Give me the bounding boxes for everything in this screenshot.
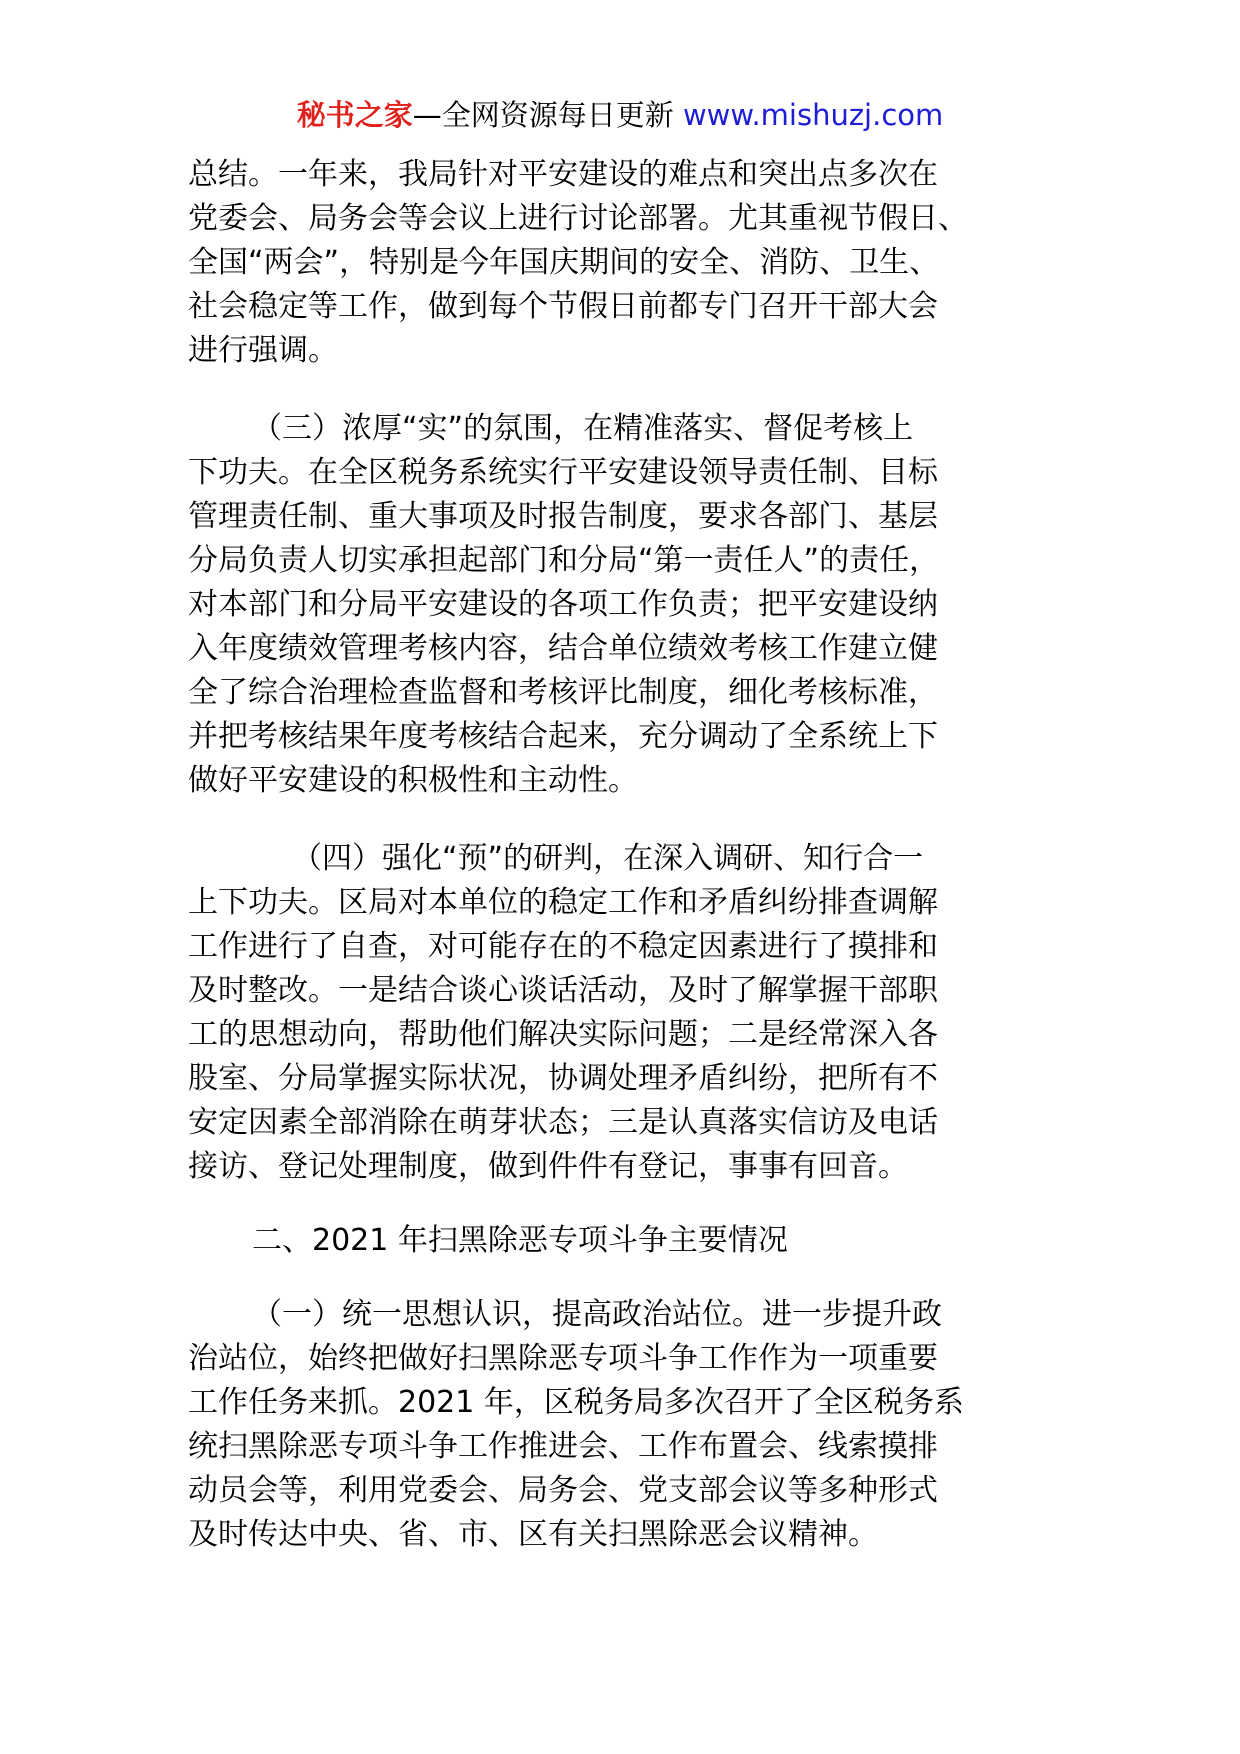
paragraph-section-1 bbox=[188, 1293, 1068, 1557]
text-line: 及时整改。一是结合谈心谈话活动，及时了解掌握干部职 bbox=[188, 973, 938, 1008]
text-line: 统扫黑除恶专项斗争工作推进会、工作布置会、线索摸排 bbox=[188, 1429, 938, 1464]
text-line: 全国“两会”，特别是今年国庆期间的安全、消防、卫生、 bbox=[188, 245, 940, 280]
text-line: 工的思想动向，帮助他们解决实际问题；二是经常深入各 bbox=[188, 1017, 938, 1052]
page-header bbox=[0, 97, 1240, 133]
text-line: 全了综合治理检查监督和考核评比制度，细化考核标准， bbox=[188, 675, 938, 710]
text-line: 下功夫。在全区税务系统实行平安建设领导责任制、目标 bbox=[188, 455, 938, 490]
site-url[interactable]: www.mishuzj.com bbox=[682, 98, 944, 132]
text-line: 并把考核结果年度考核结合起来，充分调动了全系统上下 bbox=[188, 719, 938, 754]
text-line: 总结。一年来，我局针对平安建设的难点和突出点多次在 bbox=[188, 157, 938, 192]
text-line: 安定因素全部消除在萌芽状态；三是认真落实信访及电话 bbox=[188, 1105, 938, 1140]
text-line: 上下功夫。区局对本单位的稳定工作和矛盾纠纷排查调解 bbox=[188, 885, 938, 920]
text-line: 入年度绩效管理考核内容，结合单位绩效考核工作建立健 bbox=[188, 631, 938, 666]
text-line: （一）统一思想认识，提高政治站位。进一步提升政 bbox=[252, 1297, 942, 1332]
text-line: 做好平安建设的积极性和主动性。 bbox=[188, 763, 638, 798]
text-line: （四）强化“预”的研判，在深入调研、知行合一 bbox=[292, 841, 924, 876]
text-line: 治站位，始终把做好扫黑除恶专项斗争工作作为一项重要 bbox=[188, 1341, 938, 1376]
text-line: 接访、登记处理制度，做到件件有登记，事事有回音。 bbox=[188, 1149, 908, 1184]
text-line: 股室、分局掌握实际状况，协调处理矛盾纠纷，把所有不 bbox=[188, 1061, 938, 1096]
paragraph-section-4 bbox=[188, 837, 1068, 1189]
paragraph-summary bbox=[188, 153, 1068, 373]
text-line: 社会稳定等工作，做到每个节假日前都专门召开干部大会 bbox=[188, 289, 938, 324]
document-body bbox=[188, 153, 1068, 1557]
text-line: 管理责任制、重大事项及时报告制度，要求各部门、基层 bbox=[188, 499, 938, 534]
text-line: 动员会等，利用党委会、局务会、党支部会议等多种形式 bbox=[188, 1473, 938, 1508]
text-line: 对本部门和分局平安建设的各项工作负责；把平安建设纳 bbox=[188, 587, 938, 622]
text-line: 党委会、局务会等会议上进行讨论部署。尤其重视节假日、 bbox=[188, 201, 968, 236]
section-heading: 二、2021 年扫黑除恶专项斗争主要情况 bbox=[252, 1223, 788, 1258]
text-line: 工作任务来抓。2021 年，区税务局多次召开了全区税务系 bbox=[188, 1385, 964, 1420]
header-tagline: —全网资源每日更新 bbox=[412, 98, 683, 132]
text-line: 工作进行了自查，对可能存在的不稳定因素进行了摸排和 bbox=[188, 929, 938, 964]
text-line: 分局负责人切实承担起部门和分局“第一责任人”的责任， bbox=[188, 543, 940, 578]
text-line: 及时传达中央、省、市、区有关扫黑除恶会议精神。 bbox=[188, 1517, 878, 1552]
brand-name: 秘书之家 bbox=[296, 98, 413, 132]
text-line: 进行强调。 bbox=[188, 333, 338, 368]
paragraph-section-3 bbox=[188, 407, 1068, 803]
text-line: （三）浓厚“实”的氛围，在精准落实、督促考核上 bbox=[252, 411, 914, 446]
